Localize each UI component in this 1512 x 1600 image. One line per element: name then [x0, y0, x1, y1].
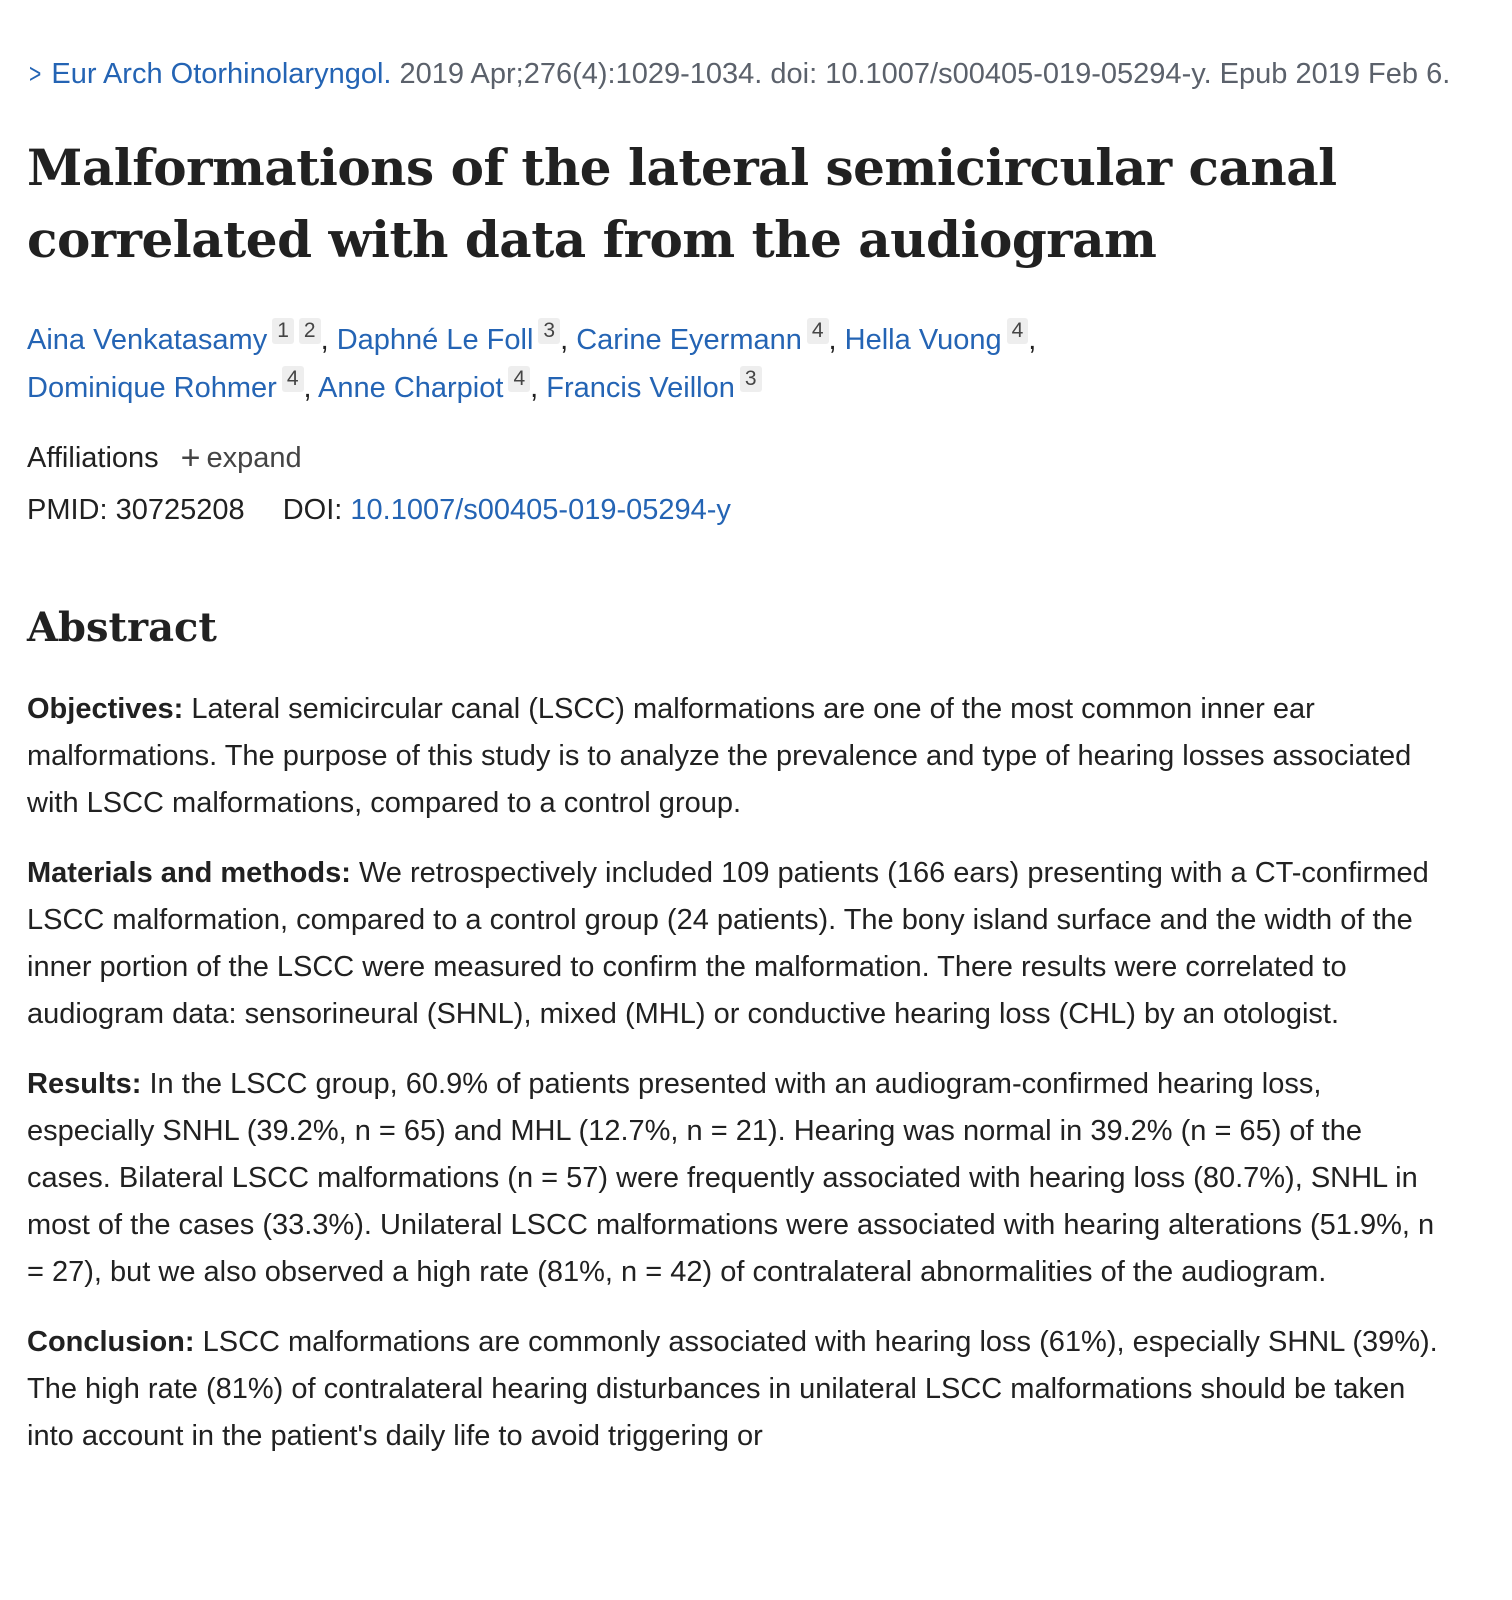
author-link[interactable]: Hella Vuong [844, 324, 1002, 356]
affiliation-ref[interactable]: 2 [299, 318, 321, 344]
section-text: LSCC malformations are commonly associated with hearing loss (61%), especially SHNL (39%). The high rate (81%) of contralateral hearing disturbances in unilateral LSCC malformations should be taken into account in the patient's daily life to avoid triggering or [27, 1326, 1438, 1452]
section-text: In the LSCC group, 60.9% of patients presented with an audiogram-confirmed hearing loss, especially SNHL (39.2%, n = 65) and MHL (12.7%, n = 21). Hearing was normal in 39.2% (n = 65) of the cases. Bilateral LSCC malformations (n = 57) were frequently associated with hearing loss (80.7%), SNHL in most of the cases (33.3%). Unilateral LSCC malformations were associated with hearing alterations (51.9%, n = 27), but we also observed a high rate (81%, n = 42) of contralateral abnormalities of the audiogram. [27, 1068, 1435, 1288]
section-label: Materials and methods: [27, 857, 351, 889]
affiliation-ref[interactable]: 3 [740, 366, 762, 392]
pmid-label: PMID: [27, 494, 108, 526]
affiliation-ref[interactable]: 1 [272, 318, 294, 344]
section-label: Objectives: [27, 693, 184, 725]
section-label: Conclusion: [27, 1326, 195, 1358]
section-text: We retrospectively included 109 patients (166 ears) presenting with a CT-confirmed LSCC malformation, compared to a control group (24 patients). The bony island surface and the width of the inner portion of the LSCC were measured to confirm the malformation. There results were correlated to audiogram data: sensorineural (SHNL), mixed (MHL) or conductive hearing loss (CHL) by an otologist. [27, 857, 1429, 1030]
citation-details: 2019 Apr;276(4):1029-1034. doi: 10.1007/s00405-019-05294-y. Epub 2019 Feb 6. [391, 58, 1451, 90]
section-label: Results: [27, 1068, 142, 1100]
affiliation-ref[interactable]: 3 [538, 318, 560, 344]
chevron-right-icon[interactable]: > [29, 58, 42, 89]
affiliation-ref[interactable]: 4 [508, 366, 530, 392]
affiliation-ref[interactable]: 4 [807, 318, 829, 344]
affiliations-toggle[interactable] [27, 434, 1484, 482]
journal-link[interactable]: Eur Arch Otorhinolaryngol. [51, 58, 392, 90]
author-link[interactable]: Dominique Rohmer [27, 372, 277, 404]
affiliations-label: Affiliations [27, 442, 159, 474]
page-title: Malformations of the lateral semicircular canal correlated with data from the audiogram [27, 138, 1337, 269]
identifiers [27, 486, 1484, 534]
abstract-section-results [27, 1061, 1447, 1296]
author-link[interactable]: Daphné Le Foll [336, 324, 534, 356]
plus-icon[interactable]: + [180, 439, 201, 477]
author-list: Aina Venkatasamy 1 2 , Daphné Le Foll 3 , Carine Eyermann 4 , Hella Vuong 4 , Dominique Rohmer 4 , Anne Charpiot 4 , Francis Veillon 3 [27, 319, 1037, 404]
abstract-section-conclusion [27, 1319, 1447, 1460]
abstract-section-methods [27, 850, 1447, 1038]
doi-label: DOI: [282, 494, 343, 526]
author-link[interactable]: Carine Eyermann [576, 324, 802, 356]
pmid-value: 30725208 [115, 494, 245, 526]
expand-button[interactable]: expand [206, 442, 302, 474]
author-link[interactable]: Aina Venkatasamy [27, 324, 268, 356]
abstract-heading: Abstract [27, 604, 217, 651]
abstract-section-objectives [27, 686, 1447, 827]
author-link[interactable]: Francis Veillon [546, 372, 735, 404]
section-text: Lateral semicircular canal (LSCC) malformations are one of the most common inner ear malformations. The purpose of this study is to analyze the prevalence and type of hearing losses associated with LSCC malformations, compared to a control group. [27, 693, 1412, 819]
affiliation-ref[interactable]: 4 [1007, 318, 1029, 344]
doi-link[interactable]: 10.1007/s00405-019-05294-y [350, 494, 731, 526]
author-link[interactable]: Anne Charpiot [318, 372, 504, 404]
affiliation-ref[interactable]: 4 [282, 366, 304, 392]
citation [27, 50, 1484, 98]
